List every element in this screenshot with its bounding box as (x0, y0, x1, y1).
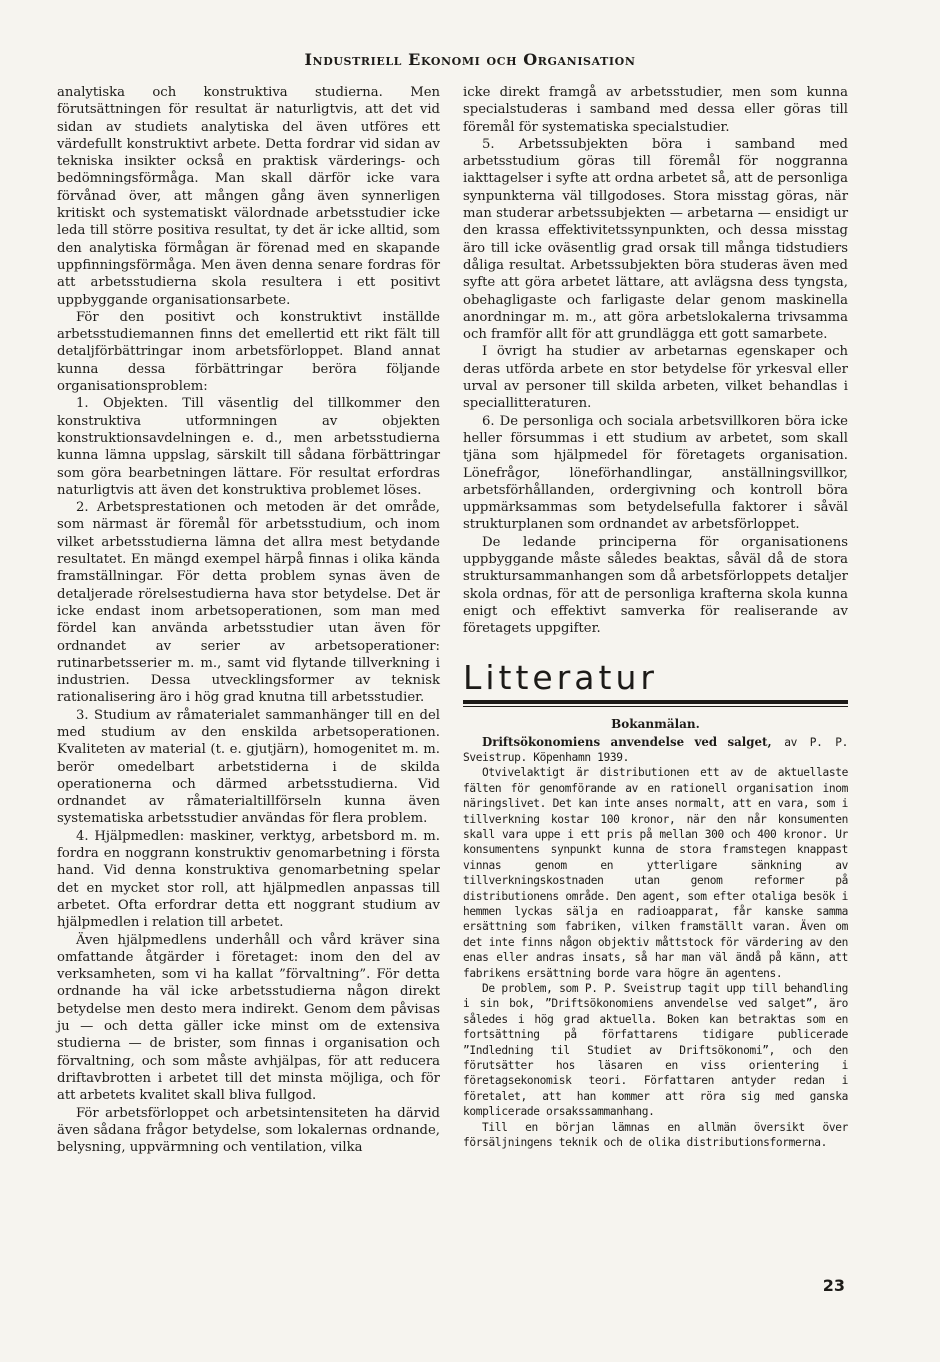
page-number: 23 (822, 1276, 845, 1295)
book-review (463, 717, 848, 1151)
paragraph: Även hjälpmedlens underhåll och vård kräver sina omfattande åtgärder i företaget: inom den del av verksamheten, som vi ha kallat ”förvaltning”. För detta ordnande ha väl icke arbetsstudierna någon direkt betydelse men desto mera indirekt. Genom dem påvisas ju — och detta gäller icke minst om de extensiva studierna — de brister, som finnas i organisation och förvaltning, och som måste avhjälpas, för att reducera driftavbrotten i arbetet till det minsta möjliga, och för att arbetets kvalitet skall bliva fullgod. (57, 932, 440, 1104)
paragraph: De problem, som P. P. Sveistrup tagit upp till behandling i sin bok, ”Driftsökonomiens anvendelse ved salget”, äro således i hög grad aktuella. Boken kan betraktas som en fortsättning på författarens tidigare publicerade ”Indledning til Studiet av Driftsökonomi”, och den förutsätter hos läsaren en viss orientering i företagsekonomisk teori. Författaren antyder redan i företalet, att han kommer att röra sig med ganska komplicerade orsakssammanhang. (463, 982, 848, 1119)
book-title: Driftsökonomiens anvendelse ved salget, (482, 734, 772, 749)
paragraph: I övrigt ha studier av arbetarnas egenskaper och deras utförda arbete en stor betydelse för yrkesval eller urval av personer till skilda arbeten, vilket behandlas i speciallitteraturen. (463, 344, 848, 412)
paragraph: För den positivt och konstruktivt inställde arbetsstudiemannen finns det emellertid ett rikt fält till detaljförbättringar inom arbetsförloppet. Bland annat kunna dessa förbättringar beröra följande organisationsproblem: (57, 309, 440, 395)
paragraph: 4. Hjälpmedlen: maskiner, verktyg, arbetsbord m. m. fordra en noggrann konstruktiv genomarbetning i första hand. Vid denna konstruktiva genomarbetning spelar det en mycket stor roll, att hjälpmedlen anpassas till arbetet. Ofta erfordrar detta ett noggrant studium av hjälpmedlen i relation till arbetet. (57, 828, 440, 931)
section-rule (463, 706, 848, 707)
book-byline: av P. P. Sveistrup. Köpenhamn 1939. (463, 735, 848, 764)
paragraph: 1. Objekten. Till väsentlig del tillkommer den konstruktiva utformningen av objekten konstruktionsavdelningen e. d., men arbetsstudierna kunna lämna uppslag, särskilt till sådana förbättringar som göra bearbetningen lättare. För resultat erfordras naturligtvis att även det konstruktiva problemet löses. (57, 396, 440, 498)
paragraph: 2. Arbetsprestationen och metoden är det område, som närmast är föremål för arbetsstudium, och inom vilket arbetsstudierna lämna det allra mest betydande resultatet. En mängd exempel härpå finnas i olika kända framställningar. För detta problem synas även de detaljerade rörelsestudierna hava stor betydelse. Det är icke endast inom arbetsoperationen, som man med fördel kan använda arbetsstudier utan även för ordnandet av serier av arbetsoperationer: rutinarbetsserier m. m., samt vid flytande tillverkning i industrien. Dessa utvecklingsformer av teknisk rationalisering äro i hög grad knutna till arbetsstudier. (57, 500, 440, 706)
running-head: Industriell Ekonomi och Organisation (304, 50, 636, 69)
paragraph: analytiska och konstruktiva studierna. Men förutsättningen för resultat är naturligtvis, att det vid sidan av studiets analytiska del även utföres ett värdefullt konstruktivt arbete. Detta fordrar vid sidan av tekniska insikter också en praktisk värderings- och bedömningsförmåga. Man skall därför icke vara förvånad över, att mången gång även synnerligen kritiskt och systematiskt välordnade arbetsstudier icke leda till större positiva resultat, ty det är icke alltid, som den analytiska förmågan är förenad med en skapande uppfinningsförmåga. Men även denna senare fordras för att arbetsstudierna skola resultera i ett positivt uppbyggande organisationsarbete. (57, 85, 440, 308)
paragraph: 5. Arbetssubjekten böra i samband med arbetsstudium göras till föremål för noggranna iakttagelser i syfte att ordna arbetet så, att de personliga synpunkterna väl tillgodoses. Stora misstag göras, när man studerar arbetssubjekten — arbetarna — ensidigt ur den krassa effektivitetssynpunkten, och dessa misstag äro till icke oväsentlig grad orsak till många tidstudiers dåliga resultat. Arbetssubjekten böra studeras även med syfte att göra arbetet lättare, att avlägsna dess tyngsta, obehagligaste och farligaste delar genom maskinella anordningar m. m., att göra arbetslokalerna trivsamma och framför allt för att grundlägga ett gott samarbete. (463, 136, 848, 343)
section-rule (463, 700, 848, 704)
paragraph: 3. Studium av råmaterialet sammanhänger till en del med studium av den enskilda arbetsoperationen. Kvaliteten av material (t. e. gjutjärn), homogenitet m. m. berör omedelbart arbetstiderna i de skilda operationerna och därmed arbetsstudierna. Vid ordnandet av råmaterialtillförseln kunna även systematiska arbetsstudier användas för flera problem. (57, 707, 440, 827)
paragraph: De ledande principerna för organisationens uppbyggande måste således beaktas, såväl då de stora struktursammanhangen som då arbetsförloppets detaljer skola ordnas, för att de personliga krafterna skola kunna enigt och effektivt samverka för realiserande av företagets uppgifter. (463, 534, 848, 637)
review-heading: Bokanmälan. (611, 716, 700, 731)
paragraph: icke direkt framgå av arbetsstudier, men som kunna specialstuderas i samband med dessa eller göras till föremål för systematiska specialstudier. (463, 85, 848, 135)
paragraph: För arbetsförloppet och arbetsintensiteten ha därvid även sådana frågor betydelse, som lokalernas ordnande, belysning, uppvärmning och ventilation, vilka (57, 1105, 440, 1156)
literature-title: Litteratur (463, 657, 658, 697)
paragraph: Otvivelaktigt är distributionen ett av de aktuellaste fälten för genomförande av en rationell organisation inom näringslivet. Det kan inte anses normalt, att en vara, som i tillverkning kostar 100 kronor, när den når konsumenten skall vara uppe i ett pris på mellan 300 och 400 kronor. Ur konsumentens synpunkt kunna de stora framstegen knappast vinnas genom en ytterligare sänkning av tillverkningskostnaden utan genom reformer på distributionens område. Den agent, som efter otaliga besök i hemmen lyckas sälja en radioapparat, får kanske samma ersättning som fabriken, vilken framställt varan. Även om det inte finns någon objektiv måttstock för värdering av den enas eller andras insats, så har man väl ändå på känn, att fabrikens ersättning borde vara högre än agentens. (463, 766, 848, 980)
paragraph: Till en början lämnas en allmän översikt över försäljningens teknik och de olika distributionsformerna. (463, 1120, 848, 1150)
left-column (57, 84, 440, 1156)
paragraph: 6. De personliga och sociala arbetsvillkoren böra icke heller försummas i ett studium av arbetet, som skall tjäna som hjälpmedel för företagets organisation. Lönefrågor, löneförhandlingar, anställningsvillkor, arbetsförhållanden, ordergivning och kontroll böra uppmärksammas som betydelsefulla faktorer i såväl strukturplanen som ordnandet av arbetsförloppet. (463, 413, 848, 533)
right-column (463, 84, 848, 1150)
